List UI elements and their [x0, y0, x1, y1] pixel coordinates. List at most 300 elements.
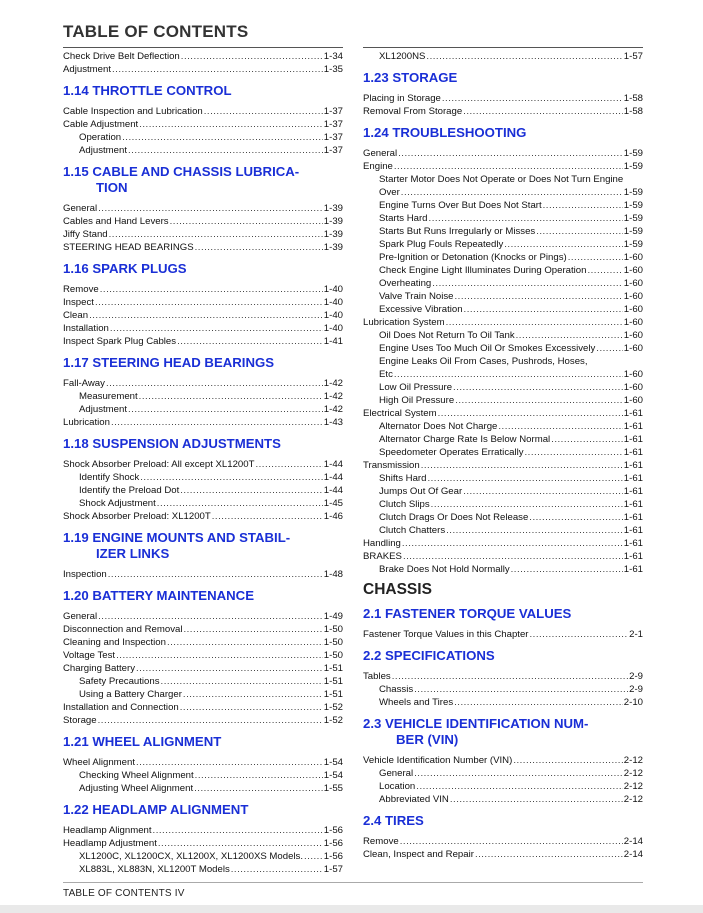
toc-entry[interactable]	[363, 212, 643, 225]
toc-entry[interactable]	[63, 335, 343, 348]
toc-entry-page: 1-61	[623, 486, 643, 497]
toc-entry[interactable]	[63, 837, 343, 850]
toc-entry-title: Adjustment	[63, 64, 111, 75]
toc-entry-page: 1-59	[623, 161, 643, 172]
section-heading[interactable]	[63, 530, 343, 562]
page-footer: TABLE OF CONTENTS IV	[63, 888, 185, 899]
toc-entry-title: General	[363, 148, 398, 159]
toc-entry-page: 1-61	[623, 538, 643, 549]
toc-entry[interactable]	[63, 118, 343, 131]
toc-entry[interactable]	[363, 696, 643, 709]
toc-entry-title: Removal From Storage	[363, 106, 463, 117]
toc-entry[interactable]	[363, 147, 643, 160]
dot-leader	[136, 662, 323, 675]
toc-entry[interactable]	[363, 472, 643, 485]
toc-entry[interactable]	[363, 186, 643, 199]
toc-entry-page: 1-61	[623, 512, 643, 523]
dot-leader	[139, 118, 323, 131]
toc-entry[interactable]	[363, 105, 643, 118]
toc-entry-title: Clutch Chatters	[379, 525, 446, 536]
toc-entry[interactable]	[63, 471, 343, 484]
section-heading[interactable]	[63, 355, 343, 371]
toc-entry[interactable]	[363, 485, 643, 498]
toc-entry[interactable]	[363, 264, 643, 277]
toc-entry[interactable]	[63, 144, 343, 157]
toc-entry-title: Abbreviated VIN	[379, 794, 449, 805]
toc-entry-page: 1-57	[623, 51, 643, 62]
toc-entry[interactable]	[363, 394, 643, 407]
toc-entry[interactable]	[363, 277, 643, 290]
toc-entry-title: Electrical System	[363, 408, 437, 419]
toc-entry-page: 1-49	[323, 611, 343, 622]
toc-entry-title: Adjustment	[79, 404, 127, 415]
toc-entry-title: Brake Does Not Hold Normally	[379, 564, 510, 575]
dot-leader	[429, 212, 623, 225]
toc-entry-title: Alternator Does Not Charge	[379, 421, 498, 432]
toc-entry-title: Over	[379, 187, 400, 198]
toc-entry-title: Spark Plug Fouls Repeatedly	[379, 239, 504, 250]
toc-entry-title: Adjustment	[79, 145, 127, 156]
toc-entry[interactable]	[63, 510, 343, 523]
toc-entry[interactable]	[363, 550, 643, 563]
toc-entry-page: 1-60	[623, 265, 643, 276]
dot-leader	[596, 342, 623, 355]
dot-leader	[498, 420, 622, 433]
toc-entry[interactable]	[63, 377, 343, 390]
toc-entry-page: 2-12	[623, 781, 643, 792]
section-heading[interactable]	[63, 734, 343, 750]
toc-entry[interactable]	[63, 296, 343, 309]
toc-entry-title: Valve Train Noise	[379, 291, 454, 302]
dot-leader	[180, 701, 323, 714]
toc-entry-title: Wheels and Tires	[379, 697, 454, 708]
toc-entry[interactable]	[363, 199, 643, 212]
toc-entry[interactable]	[63, 623, 343, 636]
toc-entry[interactable]	[363, 368, 643, 381]
toc-entry[interactable]	[63, 390, 343, 403]
toc-entry[interactable]	[63, 416, 343, 429]
toc-entry[interactable]	[63, 458, 343, 471]
dot-leader	[161, 675, 323, 688]
toc-entry-page: 1-61	[623, 434, 643, 445]
dot-leader	[158, 837, 323, 850]
toc-entry-title: Safety Precautions	[79, 676, 160, 687]
section-heading[interactable]	[63, 261, 343, 277]
section-heading-text: 1.20 BATTERY MAINTENANCE	[63, 588, 254, 603]
toc-entry[interactable]	[363, 92, 643, 105]
toc-entry[interactable]	[363, 848, 643, 861]
section-heading-text: 1.23 STORAGE	[363, 70, 458, 85]
dot-leader	[431, 498, 623, 511]
toc-entry[interactable]	[363, 342, 643, 355]
toc-entry-title: Cleaning and Inspection	[63, 637, 166, 648]
toc-entry-title: Chassis	[379, 684, 414, 695]
toc-entry-title: Clean	[63, 310, 89, 321]
section-heading-text: 1.17 STEERING HEAD BEARINGS	[63, 355, 275, 370]
toc-entry-title: Etc	[379, 369, 393, 380]
toc-entry-title: General	[379, 768, 414, 779]
dot-leader	[398, 147, 623, 160]
toc-entry-title: Installation	[63, 323, 109, 334]
toc-entry[interactable]	[63, 850, 343, 863]
toc-entry[interactable]	[63, 50, 343, 63]
toc-entry[interactable]	[63, 636, 343, 649]
toc-entry-page: 1-52	[323, 702, 343, 713]
toc-entry[interactable]	[63, 283, 343, 296]
toc-entry[interactable]	[63, 610, 343, 623]
toc-entry-title: Cables and Hand Levers	[63, 216, 169, 227]
toc-entry[interactable]	[363, 225, 643, 238]
section-heading-text: 1.22 HEADLAMP ALIGNMENT	[63, 802, 249, 817]
toc-entry-title: Charging Battery	[63, 663, 135, 674]
dot-leader	[394, 160, 623, 173]
toc-entry-title: Identify the Preload Dot	[79, 485, 180, 496]
toc-entry[interactable]	[63, 322, 343, 335]
toc-entry-page: 1-60	[623, 343, 643, 354]
toc-entry-page: 1-59	[623, 148, 643, 159]
section-heading[interactable]	[363, 716, 643, 748]
toc-entry-page: 2-14	[623, 849, 643, 860]
toc-entry-title: Cable Adjustment	[63, 119, 139, 130]
toc-entry-title: Lubrication	[63, 417, 110, 428]
toc-entry-title: Jumps Out Of Gear	[379, 486, 463, 497]
toc-entry-page: 1-56	[323, 825, 343, 836]
dot-leader	[504, 238, 623, 251]
toc-entry[interactable]	[63, 701, 343, 714]
toc-entry[interactable]	[363, 754, 643, 767]
dot-leader	[108, 568, 323, 581]
toc-entry-title: Low Oil Pressure	[379, 382, 453, 393]
toc-entry-title: Identify Shock	[79, 472, 140, 483]
toc-entry-title: Cable Inspection and Lubrication	[63, 106, 203, 117]
toc-entry-title: Shifts Hard	[379, 473, 427, 484]
section-heading[interactable]	[63, 588, 343, 604]
dot-leader	[170, 215, 323, 228]
toc-entry-title: Jiffy Stand	[63, 229, 108, 240]
dot-leader	[454, 696, 623, 709]
dot-leader	[89, 309, 323, 322]
toc-entry-title: Clutch Slips	[379, 499, 430, 510]
toc-entry-page: 1-42	[323, 391, 343, 402]
dot-leader	[128, 144, 323, 157]
toc-entry[interactable]	[63, 63, 343, 76]
toc-entry-title: Remove	[363, 836, 399, 847]
toc-entry-title: Pre-Ignition or Detonation (Knocks or Pings)	[379, 252, 567, 263]
dot-leader	[525, 446, 623, 459]
dot-leader	[111, 416, 323, 429]
toc-entry[interactable]	[363, 329, 643, 342]
toc-entry-page: 2-1	[629, 629, 643, 640]
toc-entry-page: 1-51	[323, 663, 343, 674]
toc-entry-page: 2-9	[629, 684, 643, 695]
dot-leader	[463, 105, 623, 118]
dot-leader	[98, 610, 323, 623]
toc-entry[interactable]	[63, 782, 343, 795]
toc-entry-page: 1-61	[623, 473, 643, 484]
toc-entry[interactable]	[63, 662, 343, 675]
toc-entry[interactable]	[363, 407, 643, 420]
toc-entry-title: XL883L, XL883N, XL1200T Models	[79, 864, 230, 875]
toc-entry-page: 1-61	[623, 564, 643, 575]
toc-entry-page: 1-37	[323, 132, 343, 143]
toc-entry[interactable]	[63, 769, 343, 782]
section-heading[interactable]	[363, 648, 643, 664]
section-heading-text: 2.2 SPECIFICATIONS	[363, 648, 495, 663]
toc-entry-page: 1-39	[323, 229, 343, 240]
toc-entry-page: 1-43	[323, 417, 343, 428]
dot-leader	[116, 649, 323, 662]
toc-entry[interactable]	[363, 767, 643, 780]
toc-entry-title: Placing in Storage	[363, 93, 441, 104]
footer-bar	[0, 905, 703, 913]
toc-entry[interactable]	[63, 688, 343, 701]
toc-entry-page: 1-39	[323, 203, 343, 214]
section-heading[interactable]	[363, 125, 643, 141]
toc-entry[interactable]	[363, 446, 643, 459]
toc-entry-page: 1-42	[323, 378, 343, 389]
section-heading[interactable]	[63, 164, 343, 196]
toc-entry-page: 1-37	[323, 106, 343, 117]
toc-entry[interactable]	[63, 568, 343, 581]
dot-leader	[181, 50, 323, 63]
dot-leader	[414, 767, 623, 780]
section-heading[interactable]	[363, 70, 643, 86]
toc-entry[interactable]	[363, 50, 643, 63]
dot-leader	[128, 403, 323, 416]
section-heading-text: 1.24 TROUBLESHOOTING	[363, 125, 527, 140]
dot-leader	[453, 381, 623, 394]
toc-entry-title: Operation	[79, 132, 122, 143]
toc-entry-page: 1-50	[323, 650, 343, 661]
toc-entry[interactable]	[363, 835, 643, 848]
toc-entry-page: 1-41	[323, 336, 343, 347]
toc-entry-page: 1-61	[623, 460, 643, 471]
toc-entry-title: Adjusting Wheel Alignment	[79, 783, 194, 794]
toc-entry[interactable]	[63, 497, 343, 510]
dot-leader	[180, 484, 323, 497]
toc-entry-page: 1-58	[623, 106, 643, 117]
dot-leader	[140, 471, 323, 484]
toc-entry[interactable]	[63, 105, 343, 118]
toc-entry-page: 1-40	[323, 297, 343, 308]
toc-entry[interactable]	[63, 241, 343, 254]
toc-entry-page: 1-44	[323, 459, 343, 470]
section-heading-text: 1.18 SUSPENSION ADJUSTMENTS	[63, 436, 281, 451]
dot-leader	[442, 92, 623, 105]
section-heading-text: 1.21 WHEEL ALIGNMENT	[63, 734, 222, 749]
dot-leader	[153, 824, 323, 837]
toc-entry[interactable]	[363, 251, 643, 264]
toc-entry-title: Storage	[63, 715, 97, 726]
toc-entry[interactable]	[363, 238, 643, 251]
dot-leader	[98, 202, 323, 215]
dot-leader	[530, 628, 629, 641]
chapter-heading: CHASSIS	[363, 581, 432, 598]
dot-leader	[204, 105, 323, 118]
toc-entry[interactable]	[363, 793, 643, 806]
dot-leader	[450, 793, 623, 806]
toc-entry[interactable]	[363, 563, 643, 576]
toc-entry-title: Using a Battery Charger	[79, 689, 182, 700]
dot-leader	[304, 850, 323, 863]
dot-leader	[122, 131, 323, 144]
toc-entry[interactable]	[363, 524, 643, 537]
toc-entry-title: Tables	[363, 671, 391, 682]
section-heading[interactable]	[63, 436, 343, 452]
toc-entry[interactable]	[363, 670, 643, 683]
toc-entry-title: General	[63, 611, 98, 622]
toc-entry-title: Checking Wheel Alignment	[79, 770, 194, 781]
toc-entry-title: Shock Absorber Preload: All except XL1200T	[63, 459, 255, 470]
dot-leader	[463, 485, 623, 498]
toc-entry-page: 1-57	[323, 864, 343, 875]
toc-entry[interactable]	[363, 433, 643, 446]
toc-entry-page: 2-12	[623, 794, 643, 805]
toc-entry-title: STEERING HEAD BEARINGS	[63, 242, 194, 253]
toc-entry[interactable]	[63, 824, 343, 837]
toc-entry-title: Check Drive Belt Deflection	[63, 51, 180, 62]
toc-entry[interactable]	[363, 628, 643, 641]
toc-entry[interactable]	[63, 484, 343, 497]
toc-entry-page: 1-37	[323, 119, 343, 130]
dot-leader	[455, 394, 623, 407]
toc-entry-page: 2-12	[623, 768, 643, 779]
toc-entry-page: 1-59	[623, 226, 643, 237]
dot-leader	[177, 335, 323, 348]
toc-entry[interactable]	[63, 309, 343, 322]
toc-entry[interactable]	[363, 498, 643, 511]
dot-leader	[212, 510, 323, 523]
section-heading-continuation: TION	[96, 180, 128, 195]
dot-leader	[110, 322, 323, 335]
toc-entry-page: 1-60	[623, 382, 643, 393]
toc-entry[interactable]	[363, 780, 643, 793]
toc-entry[interactable]	[63, 863, 343, 876]
toc-entry-page: 2-10	[623, 697, 643, 708]
toc-entry-title: Starts But Runs Irregularly or Misses	[379, 226, 536, 237]
toc-entry-title: Headlamp Alignment	[63, 825, 152, 836]
section-heading[interactable]	[63, 802, 343, 818]
toc-entry-page: 1-58	[623, 93, 643, 104]
toc-entry-title: XL1200NS	[379, 51, 426, 62]
dot-leader	[403, 550, 623, 563]
toc-entry[interactable]	[363, 381, 643, 394]
dot-leader	[157, 497, 323, 510]
toc-entry-title: Wheel Alignment	[63, 757, 135, 768]
dot-leader	[543, 199, 623, 212]
toc-entry[interactable]	[63, 675, 343, 688]
toc-entry-page: 1-59	[623, 213, 643, 224]
toc-entry[interactable]	[63, 131, 343, 144]
toc-entry-title: Inspect	[63, 297, 94, 308]
toc-entry-page: 1-51	[323, 676, 343, 687]
toc-entry[interactable]	[363, 683, 643, 696]
dot-leader	[426, 50, 622, 63]
dot-leader	[183, 623, 322, 636]
dot-leader	[464, 303, 623, 316]
section-heading[interactable]	[63, 83, 343, 99]
title-rule-left	[63, 47, 343, 48]
toc-entry[interactable]	[363, 316, 643, 329]
toc-entry-title: Engine Uses Too Much Oil Or Smokes Excessively	[379, 343, 596, 354]
section-heading[interactable]	[363, 606, 643, 622]
toc-entry-title: Excessive Vibration	[379, 304, 463, 315]
section-heading[interactable]	[363, 813, 643, 829]
toc-entry-page: 1-40	[323, 284, 343, 295]
toc-entry[interactable]	[363, 303, 643, 316]
dot-leader	[400, 835, 623, 848]
toc-entry-title: XL1200C, XL1200CX, XL1200X, XL1200XS Models.	[79, 851, 304, 862]
toc-entry-page: 1-51	[323, 689, 343, 700]
toc-entry[interactable]	[63, 215, 343, 228]
toc-entry-page: 2-9	[629, 671, 643, 682]
toc-entry-title: Alternator Charge Rate Is Below Normal	[379, 434, 551, 445]
dot-leader	[401, 186, 623, 199]
dot-leader	[568, 251, 623, 264]
toc-entry[interactable]	[363, 537, 643, 550]
toc-entry-title: Installation and Connection	[63, 702, 179, 713]
toc-entry-page: 1-56	[323, 851, 343, 862]
toc-entry-title: Vehicle Identification Number (VIN)	[363, 755, 513, 766]
dot-leader	[438, 407, 623, 420]
toc-entry-title: Starts Hard	[379, 213, 428, 224]
toc-entry-page: 1-50	[323, 624, 343, 635]
toc-entry-page: 1-61	[623, 499, 643, 510]
page-title: TABLE OF CONTENTS	[63, 22, 249, 41]
toc-entry-title: Fall-Away	[63, 378, 105, 389]
dot-leader	[392, 670, 628, 683]
section-heading-continuation: IZER LINKS	[96, 546, 170, 561]
toc-column-left	[63, 50, 343, 876]
toc-entry-title: General	[63, 203, 98, 214]
title-rule-right	[363, 47, 643, 48]
toc-entry[interactable]	[63, 228, 343, 241]
toc-entry-title: Oil Does Not Return To Oil Tank	[379, 330, 515, 341]
dot-leader	[100, 283, 323, 296]
toc-entry[interactable]	[63, 403, 343, 416]
dot-leader	[446, 524, 623, 537]
toc-entry-page: 1-39	[323, 242, 343, 253]
toc-entry-page: 1-60	[623, 291, 643, 302]
toc-entry[interactable]	[363, 511, 643, 524]
toc-entry[interactable]	[363, 160, 643, 173]
dot-leader	[516, 329, 623, 342]
dot-leader	[475, 848, 623, 861]
dot-leader	[194, 782, 323, 795]
toc-entry-page: 1-34	[323, 51, 343, 62]
section-heading-text: 1.15 CABLE AND CHASSIS LUBRICA-	[63, 164, 300, 179]
toc-entry-title: Clean, Inspect and Repair	[363, 849, 474, 860]
toc-entry-title: Lubrication System	[363, 317, 445, 328]
toc-entry-line[interactable]: Engine Leaks Oil From Cases, Pushrods, Hoses,	[379, 356, 588, 367]
toc-entry[interactable]	[63, 714, 343, 727]
dot-leader	[112, 63, 323, 76]
toc-entry[interactable]	[63, 756, 343, 769]
toc-entry-line[interactable]: Starter Motor Does Not Operate or Does Not Turn Engine	[379, 174, 624, 185]
dot-leader	[587, 264, 622, 277]
toc-entry-page: 1-55	[323, 783, 343, 794]
toc-entry[interactable]	[363, 459, 643, 472]
toc-entry[interactable]	[363, 420, 643, 433]
toc-entry-page: 1-59	[623, 200, 643, 211]
dot-leader	[139, 390, 323, 403]
toc-entry[interactable]	[63, 649, 343, 662]
toc-entry-title: Disconnection and Removal	[63, 624, 183, 635]
toc-entry-page: 1-39	[323, 216, 343, 227]
toc-entry-page: 1-59	[623, 187, 643, 198]
toc-entry[interactable]	[363, 290, 643, 303]
toc-entry[interactable]	[63, 202, 343, 215]
